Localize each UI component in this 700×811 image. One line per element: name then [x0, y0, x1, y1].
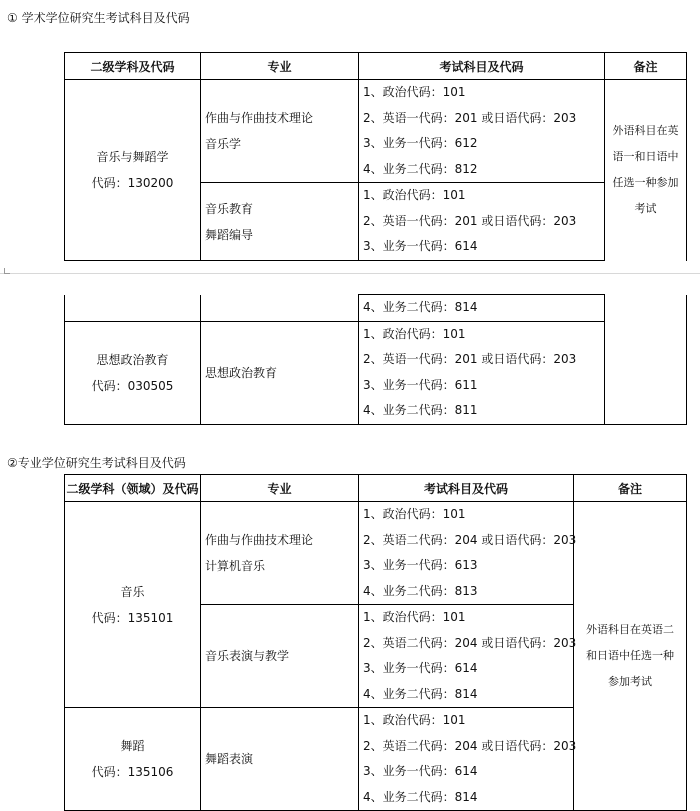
subject-item: 2、英语一代码：201 或日语代码：203 — [363, 213, 577, 228]
subjects-cell — [359, 295, 605, 322]
subject-item: 3、业务一代码：614 — [363, 764, 478, 778]
subject-item: 2、英语一代码：201 或日语代码：203 — [363, 352, 577, 366]
subject-item: 1、政治代码：101 — [363, 188, 466, 203]
note-line: 语一和日语中 — [612, 150, 679, 164]
major-name: 作曲与作曲技术理论 — [205, 111, 314, 125]
section2-title: ②专业学位研究生考试科目及代码 — [7, 456, 186, 470]
discipline-cell — [65, 708, 201, 811]
subject-item: 1、政治代码：101 — [363, 610, 466, 624]
professional-degree-table — [64, 474, 687, 811]
subject-item: 2、英语二代码：204 或日语代码：203 — [363, 532, 577, 547]
academic-degree-table-part1 — [64, 52, 687, 261]
discipline-code: 代码：030505 — [91, 378, 174, 393]
discipline-code: 代码：135106 — [91, 765, 174, 779]
discipline-cell — [65, 502, 201, 708]
subjects-cell — [359, 321, 605, 424]
subject-item: 3、业务一代码：611 — [363, 377, 478, 392]
note-line: 和日语中任选一种 — [586, 649, 674, 662]
discipline-name: 舞蹈 — [120, 739, 145, 753]
subjects-cell — [359, 502, 577, 605]
subject-item: 2、英语二代码：204 或日语代码：203 — [363, 635, 577, 650]
major-name: 舞蹈编导 — [205, 227, 254, 242]
note-line: 外语科目在英 — [612, 124, 679, 138]
subject-item: 1、政治代码：101 — [363, 326, 466, 341]
subjects-cell — [359, 183, 605, 261]
major-cell — [201, 502, 359, 605]
subject-item: 2、英语二代码：204 或日语代码：203 — [363, 738, 577, 753]
discipline-cell — [65, 80, 201, 261]
header-note: 备注 — [574, 475, 687, 502]
table-row — [65, 80, 687, 183]
subject-item: 4、业务二代码：814 — [363, 300, 478, 314]
note-line: 外语科目在英语二 — [586, 623, 674, 636]
major-name: 音乐教育 — [205, 201, 254, 216]
subject-item: 3、业务一代码：612 — [363, 136, 478, 150]
header-major: 专业 — [201, 53, 359, 80]
discipline-code: 代码：135101 — [91, 610, 174, 625]
subjects-cell — [359, 605, 577, 708]
subject-item: 3、业务一代码：614 — [363, 239, 478, 254]
note-line: 任选一种参加 — [612, 176, 679, 190]
section1-title: ① 学术学位研究生考试科目及代码 — [7, 11, 190, 25]
discipline-cell — [65, 321, 201, 424]
table-row — [65, 321, 687, 424]
subject-item: 4、业务二代码：811 — [363, 403, 478, 417]
subject-item: 1、政治代码：101 — [363, 507, 466, 521]
subject-item: 4、业务二代码：813 — [363, 583, 478, 598]
note-cell — [574, 502, 687, 811]
major-cell — [201, 605, 359, 708]
subject-item: 4、业务二代码：812 — [363, 161, 478, 176]
header-subjects: 考试科目及代码 — [359, 475, 574, 502]
note-line: 参加考试 — [608, 675, 652, 688]
major-name: 计算机音乐 — [205, 559, 266, 573]
table-header-row — [65, 53, 687, 80]
table-row — [65, 295, 687, 322]
major-cell — [201, 80, 359, 183]
major-cell-continued — [201, 295, 359, 322]
subject-item: 3、业务一代码：613 — [363, 558, 478, 572]
subject-item: 3、业务一代码：614 — [363, 661, 478, 675]
academic-degree-table-part2 — [64, 294, 687, 425]
major-name: 音乐学 — [205, 137, 242, 151]
subjects-cell — [359, 708, 577, 811]
header-major: 专业 — [201, 475, 359, 502]
discipline-name: 音乐 — [120, 584, 145, 599]
subject-item: 4、业务二代码：814 — [363, 686, 478, 701]
header-discipline: 二级学科（领域）及代码 — [65, 475, 201, 502]
discipline-cell-continued — [65, 295, 201, 322]
discipline-name: 思想政治教育 — [96, 352, 169, 367]
subject-item: 1、政治代码：101 — [363, 85, 466, 99]
subject-item: 2、英语一代码：201 或日语代码：203 — [363, 110, 577, 125]
major-cell — [201, 183, 359, 261]
note-line: 考试 — [634, 202, 657, 216]
discipline-code: 代码：130200 — [91, 176, 174, 190]
subject-item: 1、政治代码：101 — [363, 713, 466, 727]
table-header-row — [65, 475, 687, 502]
major-name: 思想政治教育 — [205, 365, 278, 380]
note-cell — [605, 80, 687, 261]
major-name: 音乐表演与教学 — [205, 649, 290, 663]
subject-item: 4、业务二代码：814 — [363, 789, 478, 804]
page-break-line — [0, 273, 700, 274]
header-subjects: 考试科目及代码 — [359, 53, 605, 80]
major-name: 舞蹈表演 — [205, 752, 254, 766]
subjects-cell — [359, 80, 605, 183]
header-discipline: 二级学科及代码 — [65, 53, 201, 80]
major-cell — [201, 321, 359, 424]
header-note: 备注 — [605, 53, 687, 80]
major-cell — [201, 708, 359, 811]
note-cell-continued — [605, 295, 687, 425]
major-name: 作曲与作曲技术理论 — [205, 533, 314, 547]
page-corner-mark — [4, 268, 10, 274]
discipline-name: 音乐与舞蹈学 — [96, 150, 169, 164]
table-row — [65, 502, 687, 605]
